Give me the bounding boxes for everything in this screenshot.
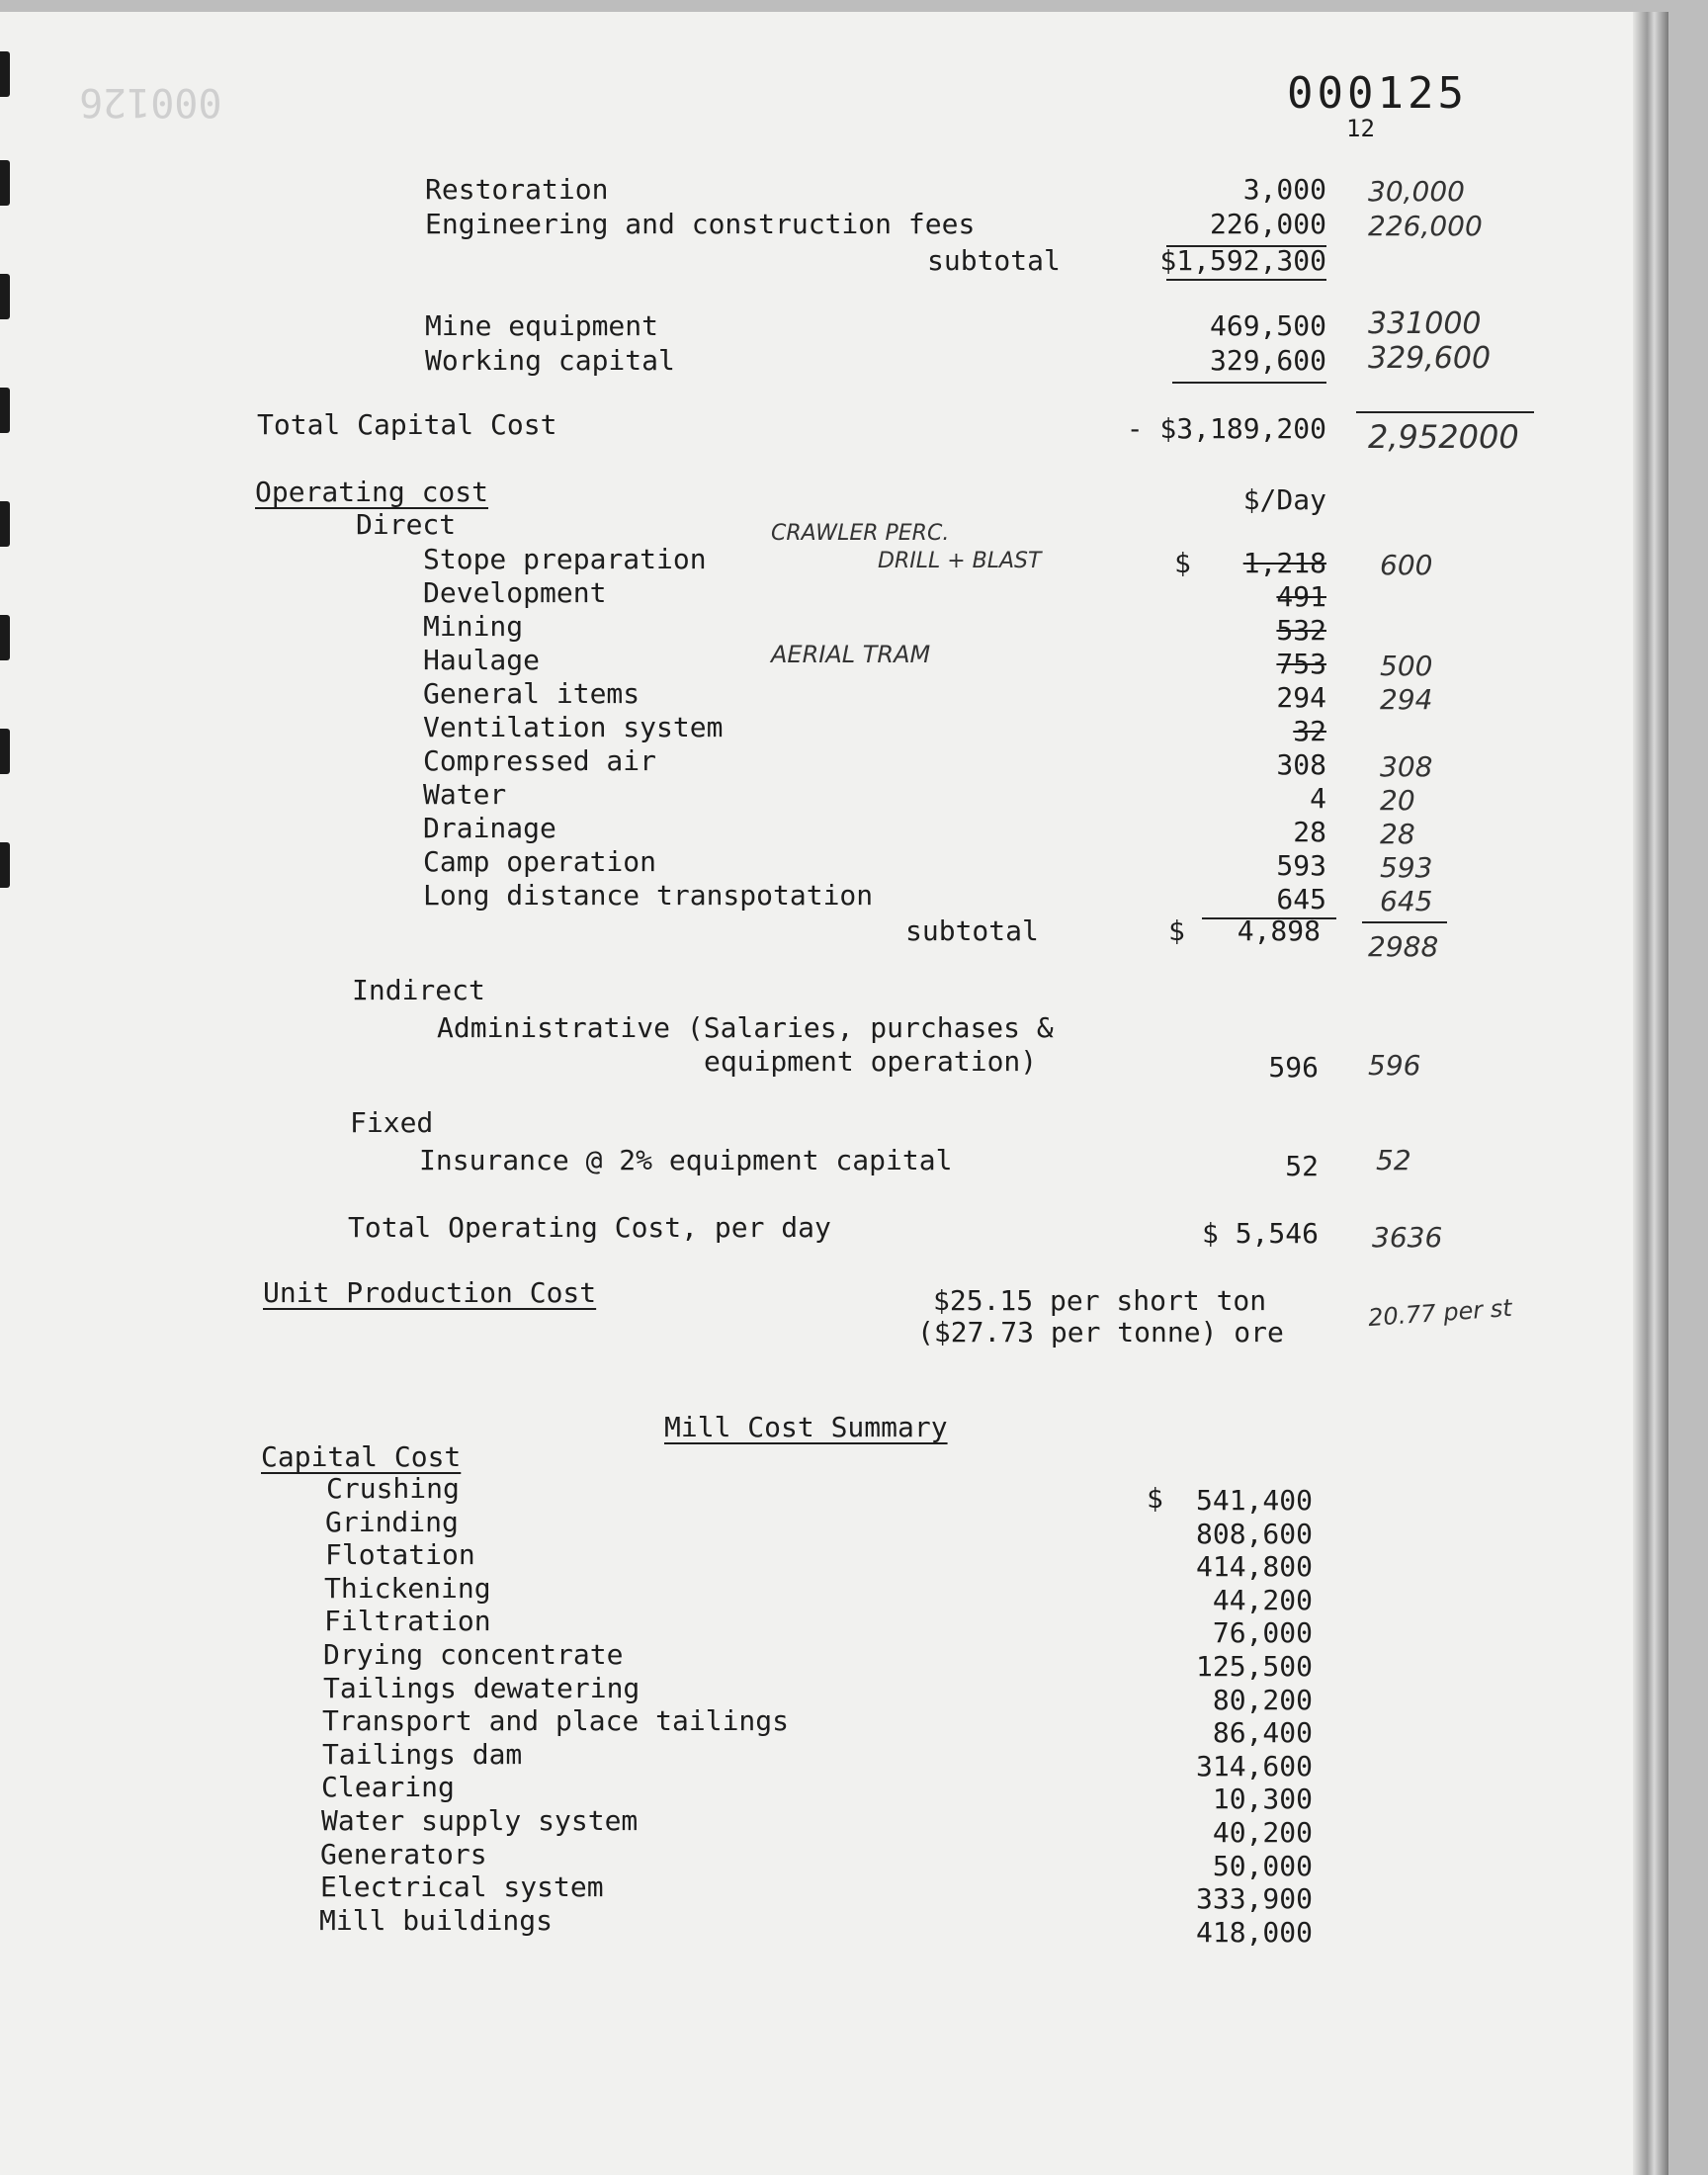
- operating-item-label: Camp operation: [423, 845, 657, 878]
- operating-item-value: 753: [1276, 648, 1326, 680]
- operating-item-value: 1,218: [1242, 547, 1326, 579]
- handwritten-note: 500: [1380, 650, 1433, 682]
- line-item-label: Engineering and construction fees: [425, 208, 976, 240]
- operating-item-label: Development: [423, 576, 607, 609]
- mill-item-label: Tailings dewatering: [323, 1671, 640, 1704]
- mill-item-value: 418,000: [1195, 1915, 1313, 1949]
- page-edge: [1633, 12, 1668, 2175]
- line-item-label: Mine equipment: [425, 309, 659, 342]
- mill-item-value: 541,400: [1195, 1484, 1313, 1517]
- operating-item-label: General items: [423, 677, 640, 710]
- mill-item-label: Thickening: [324, 1571, 491, 1605]
- admin-label-line1: Administrative (Salaries, purchases &: [437, 1011, 1054, 1044]
- mill-item-label: Clearing: [321, 1771, 455, 1804]
- fixed-label: Fixed: [350, 1106, 434, 1139]
- mill-item-label: Generators: [320, 1837, 487, 1870]
- document-page: [0, 12, 1668, 2175]
- operating-item-value: 308: [1276, 748, 1326, 781]
- operating-item-value: 491: [1276, 580, 1326, 613]
- operating-cost-heading: Operating cost: [255, 476, 489, 508]
- unit-production-heading: Unit Production Cost: [263, 1276, 597, 1309]
- operating-item-label: Compressed air: [423, 744, 657, 777]
- admin-value: 596: [1268, 1051, 1319, 1084]
- subtotal-label: subtotal: [905, 914, 1039, 947]
- page-sub-number: 12: [1346, 115, 1375, 142]
- direct-label: Direct: [356, 508, 457, 541]
- handwritten-note: 294: [1380, 683, 1433, 716]
- mill-item-label: Transport and place tailings: [322, 1704, 790, 1738]
- line-item-value: 329,600: [1209, 344, 1326, 377]
- handwritten-note: 226,000: [1368, 210, 1483, 242]
- mill-item-label: Electrical system: [320, 1870, 604, 1904]
- operating-item-value: 294: [1276, 681, 1326, 714]
- line-item-value: 3,000: [1242, 173, 1326, 206]
- operating-item-value: 32: [1293, 715, 1326, 747]
- bleed-through-number: 000126: [79, 79, 222, 125]
- handwritten-note: DRILL + BLAST: [878, 549, 1042, 573]
- handwritten-note: 331000: [1368, 306, 1482, 341]
- mill-item-label: Drying concentrate: [323, 1638, 624, 1671]
- total-operating-label: Total Operating Cost, per day: [348, 1211, 831, 1244]
- operating-item-value: 532: [1276, 614, 1326, 647]
- operating-item-value: 645: [1276, 883, 1326, 915]
- insurance-value: 52: [1285, 1150, 1319, 1182]
- mill-item-value: 314,600: [1195, 1749, 1313, 1783]
- operating-item-label: Mining: [423, 610, 524, 643]
- handwritten-note: AERIAL TRAM: [771, 641, 931, 668]
- handwritten-note: 645: [1380, 885, 1433, 917]
- handwritten-total: 2,952000: [1368, 418, 1519, 456]
- indirect-label: Indirect: [352, 974, 485, 1006]
- mill-item-value: 414,800: [1195, 1550, 1313, 1584]
- admin-label-line2: equipment operation): [704, 1045, 1038, 1078]
- operating-item-value: 4: [1310, 782, 1326, 815]
- handwritten-note: 52: [1376, 1144, 1411, 1176]
- subtotal-value: 4,898: [1237, 914, 1321, 947]
- mill-item-value: 10,300: [1212, 1783, 1313, 1816]
- handwritten-note: 20: [1380, 784, 1415, 817]
- mill-summary-title: Mill Cost Summary: [664, 1411, 948, 1443]
- unit-cost-line1: $25.15 per short ton: [933, 1284, 1267, 1317]
- currency-sign: $: [1174, 547, 1191, 579]
- subtotal-value: $1,592,300: [1159, 244, 1326, 277]
- mill-item-label: Crushing: [326, 1472, 460, 1505]
- handwritten-note: 308: [1380, 750, 1433, 783]
- operating-item-label: Haulage: [423, 644, 541, 676]
- unit-cost-line2: ($27.73 per tonne) ore: [917, 1316, 1284, 1348]
- mill-item-value: 44,200: [1212, 1583, 1313, 1616]
- subtotal-underline: [1166, 279, 1326, 281]
- handwritten-note: 329,600: [1368, 341, 1492, 376]
- operating-item-label: Ventilation system: [423, 711, 724, 743]
- total-capital-label: Total Capital Cost: [257, 408, 557, 441]
- mill-item-value: 40,200: [1212, 1816, 1313, 1849]
- mill-item-label: Filtration: [324, 1605, 491, 1638]
- handwritten-note: 600: [1380, 549, 1433, 581]
- operating-item-label: Water: [423, 778, 507, 811]
- handwritten-note: 30,000: [1368, 175, 1465, 208]
- line-item-value: 469,500: [1209, 309, 1326, 342]
- subtotal-label: subtotal: [927, 244, 1061, 277]
- handwritten-note: 593: [1380, 851, 1433, 884]
- mill-item-value: 125,500: [1195, 1650, 1313, 1683]
- operating-item-value: 28: [1293, 816, 1326, 848]
- handwritten-note: 28: [1380, 818, 1415, 850]
- currency-sign: $: [1168, 914, 1185, 947]
- mill-item-label: Flotation: [325, 1538, 475, 1572]
- line-item-label: Working capital: [425, 344, 675, 377]
- mill-item-label: Water supply system: [321, 1804, 639, 1837]
- handwritten-note: 3636: [1372, 1221, 1443, 1254]
- mill-item-value: 333,900: [1195, 1882, 1313, 1916]
- line-item-value: 226,000: [1209, 208, 1326, 240]
- mill-item-value: 86,400: [1212, 1716, 1313, 1750]
- operating-item-label: Stope preparation: [423, 543, 707, 575]
- currency-sign: $: [1147, 1482, 1163, 1515]
- handwritten-rule: [1362, 921, 1447, 923]
- mill-item-label: Mill buildings: [319, 1903, 554, 1937]
- mill-item-label: Tailings dam: [322, 1737, 523, 1771]
- total-operating-value: $ 5,546: [1201, 1217, 1319, 1250]
- handwritten-note: CRAWLER PERC.: [771, 521, 950, 546]
- mill-item-label: Grinding: [325, 1505, 459, 1538]
- unit-header: $/Day: [1242, 483, 1326, 516]
- total-rule: [1172, 382, 1326, 384]
- handwritten-note: 596: [1368, 1049, 1421, 1082]
- mill-item-value: 808,600: [1195, 1517, 1313, 1550]
- total-capital-value: - $3,189,200: [1126, 412, 1326, 445]
- capital-cost-heading: Capital Cost: [261, 1440, 462, 1473]
- line-item-label: Restoration: [425, 173, 609, 206]
- page-number: 000125: [1287, 68, 1468, 119]
- mill-item-value: 80,200: [1212, 1683, 1313, 1716]
- operating-item-value: 593: [1276, 849, 1326, 882]
- mill-item-value: 76,000: [1212, 1616, 1313, 1650]
- insurance-label: Insurance @ 2% equipment capital: [419, 1144, 953, 1176]
- mill-item-value: 50,000: [1212, 1849, 1313, 1882]
- operating-item-label: Long distance transpotation: [423, 879, 874, 912]
- handwritten-note: 20.77 per st: [1367, 1293, 1513, 1333]
- handwritten-rule: [1356, 411, 1534, 413]
- operating-item-label: Drainage: [423, 812, 556, 844]
- handwritten-note: 2988: [1368, 930, 1439, 963]
